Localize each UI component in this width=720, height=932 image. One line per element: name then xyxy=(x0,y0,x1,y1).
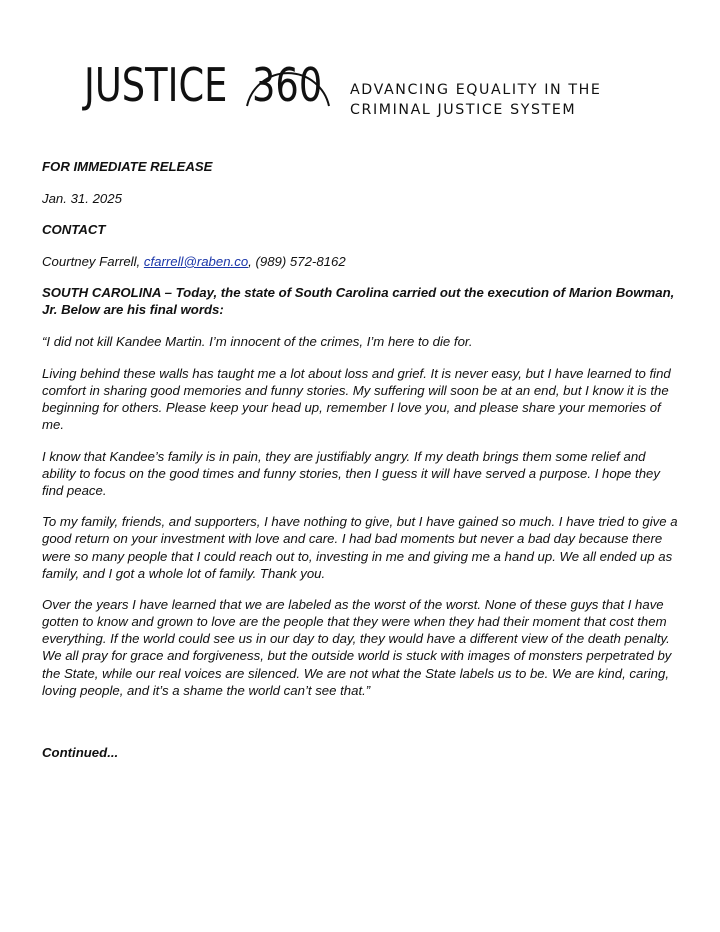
quote-paragraph-1: “I did not kill Kandee Martin. I’m innocent of the crimes, I’m here to die for. xyxy=(42,334,473,350)
letterhead xyxy=(80,40,660,130)
continued-note: Continued... xyxy=(42,745,119,760)
logo-wordmark: JUSTICE xyxy=(84,58,228,112)
quote-paragraph-5: Over the years I have learned that we are labeled as the worst of the worst. None of these guys that I have gotten to know and grown to love are the people that they were when they had their moment that cost them everything. If the world could see us in our day to day, they would have a different view of the death penalty. We all pray for grace and forgiveness, but the outside world is stuck with images of monsters perpetrated by the State, while our real voices are silenced. We are not what the State labels us to be. We are kind, caring, loving people, and it’s a shame the world can’t see that.” xyxy=(42,597,672,698)
release-body xyxy=(42,158,682,699)
release-label: FOR IMMEDIATE RELEASE xyxy=(42,159,213,174)
quote-paragraph-2: Living behind these walls has taught me a lot about loss and grief. It is never easy, but I have learned to find comfort in sharing good memories and funny stories. My suffering will soon be at an end, but I know it is the beginning for others. Please keep your head up, remember I love you, and please share your memories of me. xyxy=(42,365,671,432)
tagline-line-2: CRIMINAL JUSTICE SYSTEM xyxy=(350,102,577,118)
release-date: Jan. 31. 2025 xyxy=(42,190,122,206)
contact-heading: CONTACT xyxy=(42,222,106,238)
contact-line xyxy=(42,253,682,270)
contact-email-link[interactable]: cfarrell@raben.co xyxy=(143,253,249,269)
tagline xyxy=(350,80,601,120)
tagline-line-1: ADVANCING EQUALITY IN THE xyxy=(350,82,602,98)
logo-number: 360 xyxy=(252,58,323,112)
contact-name: Courtney Farrell, xyxy=(42,253,144,269)
quote-paragraph-4: To my family, friends, and supporters, I have nothing to give, but I have gained so much. I have tried to give a good return on your investment with love and care. I had bad moments but never a bad day because there were so many people that I could reach out to, investing in me and giving me a hand up. We all ended up as family, and I got a whole lot of family. Thank you. xyxy=(42,514,678,581)
headline: SOUTH CAROLINA – Today, the state of South Carolina carried out the execution of Marion Bowman, Jr. Below are his final words: xyxy=(42,285,675,318)
contact-phone: , (989) 572-8162 xyxy=(248,253,346,269)
quote-paragraph-3: I know that Kandee’s family is in pain, they are justifiably angry. If my death brings them some relief and ability to focus on the good times and funny stories, then I guess it will have served a purpose. I hope they find peace. xyxy=(42,448,660,498)
